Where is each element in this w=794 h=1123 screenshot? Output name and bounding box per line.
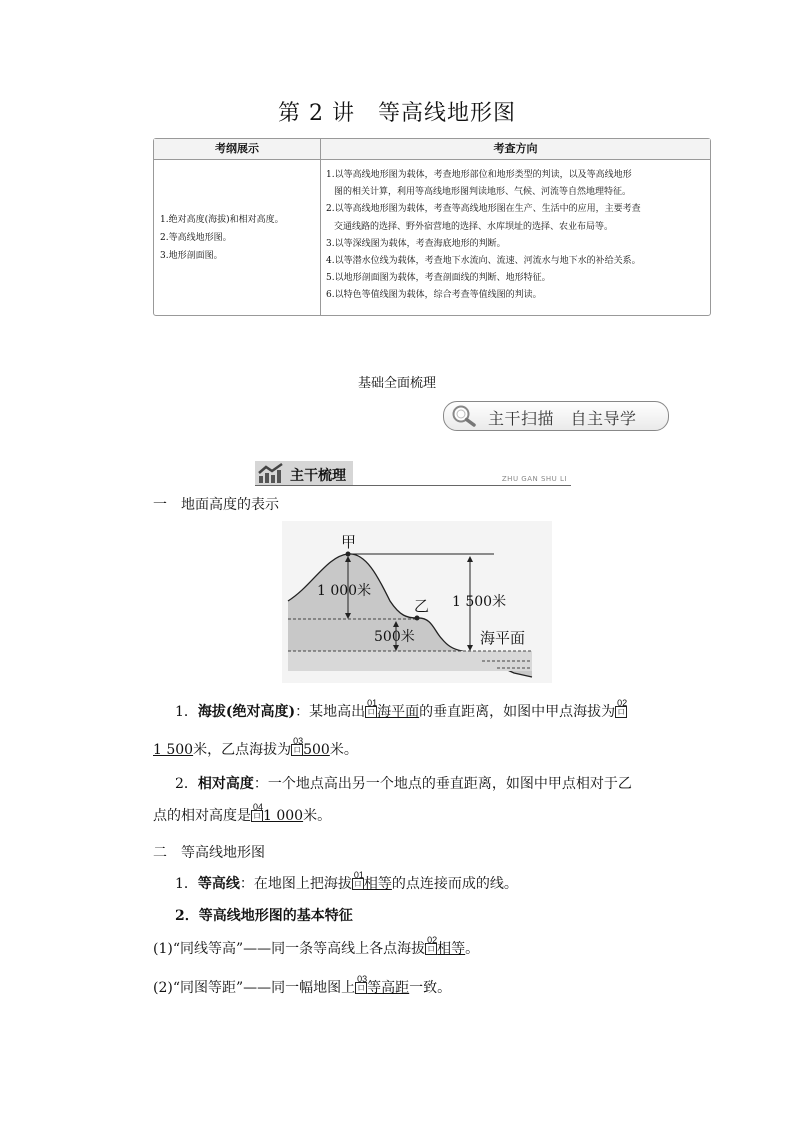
- blank-number: 03: [293, 736, 304, 746]
- list-item: 4.以等潜水位线为载体，考查地下水流向、流速、河流水与地下水的补给关系。: [326, 256, 641, 267]
- answer-blank: [355, 974, 410, 998]
- item-number: 2．: [175, 776, 198, 792]
- col2-list: [326, 167, 704, 305]
- answer-blank: [251, 802, 304, 826]
- list-item: 6.以特色等值线图为载体，综合考查等值线图的判读。: [326, 290, 542, 301]
- subsection-heading: 一 地面高度的表示: [153, 497, 279, 513]
- text-run: 。: [465, 941, 480, 957]
- text-run: ：某地高出: [295, 704, 366, 720]
- text-run: “同图等距”——同一幅地图上: [172, 980, 356, 996]
- blank-number: 02: [427, 935, 438, 945]
- point-label: 乙: [414, 597, 430, 615]
- point-height-label: 500米: [374, 629, 415, 645]
- col2-header: 考查方向: [321, 139, 710, 160]
- peak-point: [346, 552, 351, 557]
- list-item: 3.以等深线图为载体，考查海底地形的判断。: [326, 238, 506, 249]
- sea-band: [288, 651, 532, 671]
- answer-blank: [291, 736, 330, 760]
- header-pinyin: ZHU GAN SHU LI: [501, 475, 567, 483]
- item-number: (2): [153, 980, 173, 996]
- term: 等高线: [197, 876, 240, 892]
- page-title: 第 2 讲 等高线地形图: [278, 101, 516, 126]
- text-run: 米。: [329, 742, 358, 758]
- paragraph-feature-2: [153, 974, 673, 998]
- blank-box: 口: [615, 706, 627, 718]
- paragraph-altitude: [153, 698, 673, 760]
- list-item: 5.以地形剖面图为载体，考查剖面线的判断、地形特征。: [326, 273, 551, 284]
- blank-box: 口: [352, 878, 364, 890]
- peak-height-label: 1 000米: [317, 583, 372, 599]
- blank-number: 04: [253, 802, 264, 812]
- blank-box: 口: [365, 706, 377, 718]
- item-number: 1．: [175, 704, 198, 720]
- list-item: 1.绝对高度(海拔)和相对高度。: [160, 215, 284, 225]
- blank-box: 口: [251, 810, 263, 822]
- header-label: 主干梳理: [290, 468, 346, 484]
- item-number: 1．: [175, 876, 198, 892]
- magnifier-icon: [450, 404, 480, 428]
- text-run: 的点连接而成的线。: [391, 876, 518, 892]
- outline-table: [153, 138, 711, 316]
- list-item: 1.以等高线地形图为载体，考查地形部位和地形类型的判读，以及等高线地形: [326, 170, 632, 180]
- col1-header: 考纲展示: [154, 139, 320, 160]
- answer-text: 相等: [363, 876, 392, 892]
- elevation-diagram: [282, 521, 552, 683]
- text-run: 米。: [303, 808, 332, 824]
- section-title: 基础全面梳理: [357, 376, 436, 391]
- peak-label: 甲: [341, 533, 357, 551]
- answer-text: 1 000: [263, 808, 304, 824]
- subsection-heading: 二 等高线地形图: [153, 845, 265, 861]
- blank-box: 口: [425, 943, 437, 955]
- answer-blank: [615, 698, 628, 722]
- answer-blank: [365, 698, 420, 722]
- answer-text: 等高距: [367, 980, 410, 996]
- blank-box: 口: [291, 744, 303, 756]
- blank-number: 03: [357, 974, 368, 984]
- sea-level-label: 海平面: [480, 629, 526, 647]
- paragraph-feature-1: [153, 935, 673, 959]
- point-yi: [415, 616, 420, 621]
- text-run: ：一个地点高出另一个地点的垂直距离，如图中甲点相对于乙: [253, 776, 632, 792]
- blank-number: 01: [353, 870, 364, 880]
- answer-text: 海平面: [377, 704, 420, 720]
- list-item: 2.以等高线地形图为载体，考查等高线地形图在生产、生活中的应用，主要考查: [326, 204, 641, 215]
- paragraph-contour: [153, 870, 673, 894]
- answer-text: 500: [303, 742, 330, 758]
- list-item: 2.等高线地形图。: [160, 233, 232, 243]
- blank-box: 口: [355, 982, 367, 994]
- banner: [443, 401, 669, 431]
- text-run: 的垂直距离，如图中甲点海拔为: [419, 704, 616, 720]
- text-run: 点的相对高度是: [153, 808, 251, 824]
- chart-trend-icon: [257, 462, 285, 484]
- list-item: 图的相关计算，利用等高线地形图判读地形、气候、河流等自然地理特征。: [334, 187, 632, 198]
- col1-list: [160, 211, 284, 265]
- text-run: 米，乙点海拔为: [193, 742, 292, 758]
- text-run: ：在地图上把海拔: [239, 876, 352, 892]
- answer-text: 相等: [437, 941, 466, 957]
- text-run: 一致。: [409, 980, 452, 996]
- banner-label: 主干扫描 自主导学: [488, 409, 637, 428]
- total-height-label: 1 500米: [452, 594, 507, 610]
- list-item: 交通线路的选择、野外宿营地的选择、水库坝址的选择、农业布局等。: [334, 221, 614, 232]
- main-header: [255, 461, 571, 487]
- term: 海拔(绝对高度): [197, 704, 296, 720]
- text-run: 2．等高线地形图的基本特征: [175, 908, 353, 924]
- header-rule: [255, 485, 571, 486]
- answer-blank: [425, 935, 466, 959]
- term: 相对高度: [197, 776, 254, 792]
- list-item: 3.地形剖面图。: [160, 251, 223, 261]
- answer-text: 1 500: [153, 742, 194, 758]
- blank-number: 02: [617, 698, 628, 708]
- answer-blank: [352, 870, 392, 894]
- text-run: “同线等高”——同一条等高线上各点海拔: [172, 941, 426, 957]
- item-number: (1): [153, 941, 173, 957]
- table-divider: [320, 139, 321, 315]
- paragraph-features-heading: [153, 906, 673, 926]
- paragraph-relative-height: [153, 774, 673, 826]
- blank-number: 01: [367, 698, 378, 708]
